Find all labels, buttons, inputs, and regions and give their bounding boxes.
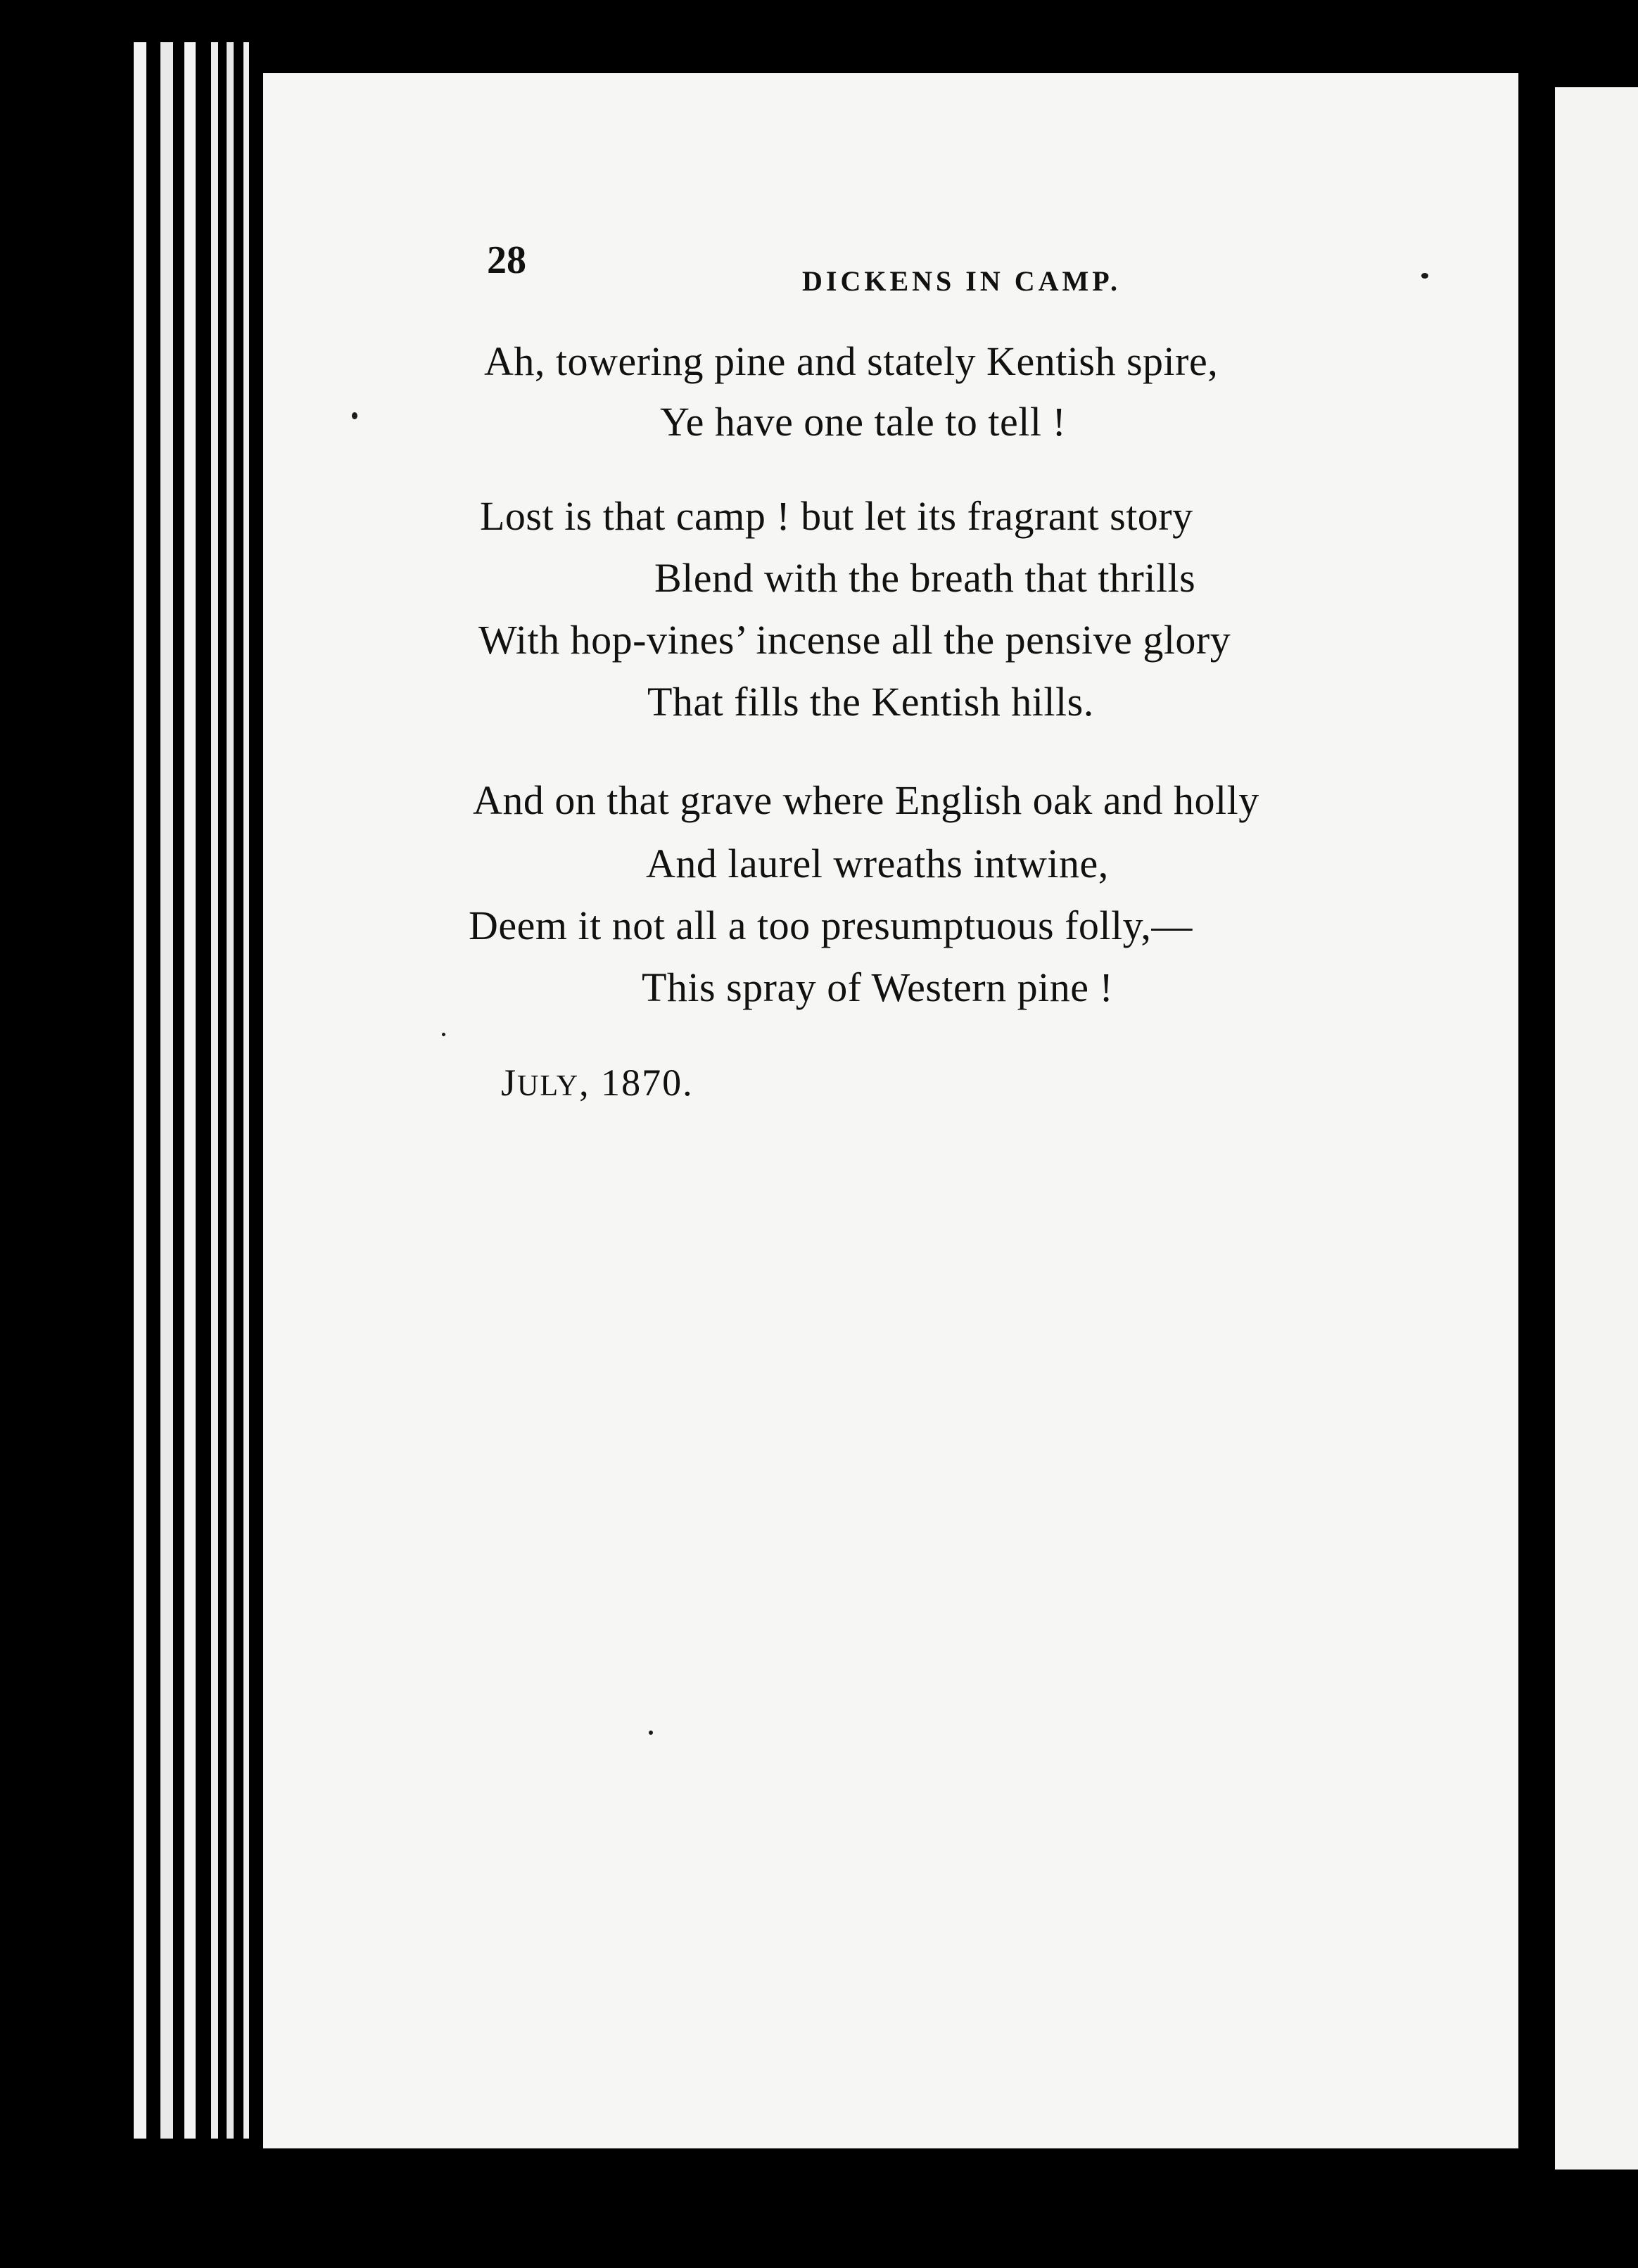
- scan-speck: [1421, 273, 1428, 279]
- poem-line: Lost is that camp ! but let its fragrant story: [480, 493, 1193, 539]
- facing-page-edge: [1555, 87, 1638, 2170]
- page-edge: [211, 42, 218, 2139]
- poem-line: Blend with the breath that thrills: [654, 555, 1196, 601]
- page-edge: [243, 42, 249, 2139]
- poem-line: Ah, towering pine and stately Kentish spire,: [484, 338, 1219, 384]
- page-edge: [184, 42, 196, 2139]
- poem-line: With hop-vines’ incense all the pensive glory: [478, 617, 1231, 663]
- poem-line: This spray of Western pine !: [642, 964, 1114, 1010]
- running-head: DICKENS IN CAMP.: [802, 265, 1122, 297]
- poem-line: That fills the Kentish hills.: [647, 679, 1094, 725]
- scan-speck: [442, 1033, 445, 1036]
- scan-speck: [352, 412, 357, 419]
- page-edge: [160, 42, 173, 2139]
- poem-line: Ye have one tale to tell !: [660, 399, 1067, 445]
- poem-line: And on that grave where English oak and holly: [473, 777, 1259, 823]
- page-edge: [227, 42, 234, 2139]
- poem-line: Deem it not all a too presumptuous folly,—: [469, 903, 1193, 948]
- scan-speck: [649, 1731, 653, 1735]
- page-edge: [134, 42, 146, 2139]
- poem-date: [501, 1061, 694, 1104]
- poem-line: And laurel wreaths intwine,: [646, 841, 1109, 886]
- date-rest: , 1870.: [579, 1062, 694, 1104]
- page-number: 28: [487, 238, 526, 282]
- date-small-caps: ULY: [517, 1070, 580, 1102]
- date-initial: J: [501, 1062, 518, 1104]
